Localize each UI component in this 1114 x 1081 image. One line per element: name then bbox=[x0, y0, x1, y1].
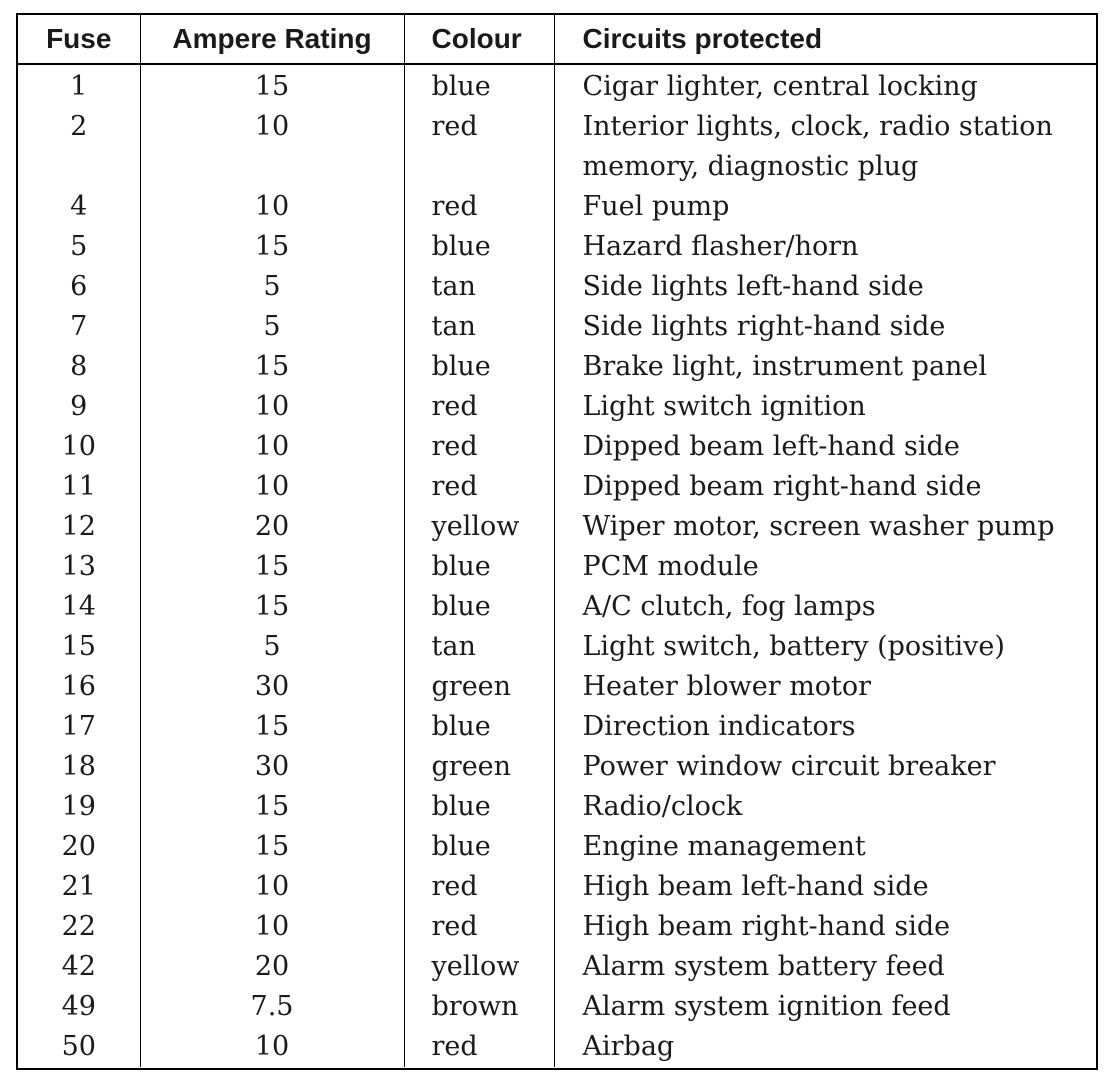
circuits-protected-cell: Dipped beam right-hand side bbox=[582, 471, 982, 502]
circuits-protected-cell: Interior lights, clock, radio station memory, diagnostic plug bbox=[582, 111, 1053, 182]
table-row bbox=[18, 987, 1096, 1027]
fuse-number-cell: 2 bbox=[18, 107, 140, 187]
table-row bbox=[18, 227, 1096, 267]
colour-cell: brown bbox=[404, 987, 554, 1027]
ampere-rating-cell: 7.5 bbox=[140, 987, 404, 1027]
fuse-number-cell: 1 bbox=[18, 64, 140, 107]
colour-cell: red bbox=[404, 387, 554, 427]
colour-cell: blue bbox=[404, 227, 554, 267]
table-body bbox=[18, 64, 1096, 1067]
fuse-number-cell: 21 bbox=[18, 867, 140, 907]
header-ampere-rating: Ampere Rating bbox=[140, 15, 404, 64]
colour-cell: blue bbox=[404, 64, 554, 107]
colour-cell: red bbox=[404, 867, 554, 907]
circuits-protected-cell: A/C clutch, fog lamps bbox=[582, 591, 876, 622]
colour-cell: blue bbox=[404, 827, 554, 867]
ampere-rating-cell: 15 bbox=[140, 227, 404, 267]
header-circuits-protected: Circuits protected bbox=[554, 15, 1096, 64]
circuits-protected-cell: Engine management bbox=[582, 831, 866, 862]
circuits-protected-cell: Power window circuit breaker bbox=[582, 751, 996, 782]
fuse-number-cell: 19 bbox=[18, 787, 140, 827]
circuits-protected-cell: High beam right-hand side bbox=[582, 911, 951, 942]
circuits-protected-cell: Alarm system ignition feed bbox=[582, 991, 951, 1022]
fuse-number-cell: 10 bbox=[18, 427, 140, 467]
ampere-rating-cell: 5 bbox=[140, 267, 404, 307]
table-row bbox=[18, 507, 1096, 547]
table-row bbox=[18, 907, 1096, 947]
table-row bbox=[18, 667, 1096, 707]
table-row bbox=[18, 64, 1096, 107]
ampere-rating-cell: 15 bbox=[140, 587, 404, 627]
ampere-rating-cell: 10 bbox=[140, 907, 404, 947]
ampere-rating-cell: 10 bbox=[140, 467, 404, 507]
ampere-rating-cell: 20 bbox=[140, 947, 404, 987]
colour-cell: yellow bbox=[404, 507, 554, 547]
circuits-protected-cell: Airbag bbox=[582, 1031, 675, 1062]
colour-cell: green bbox=[404, 747, 554, 787]
fuse-number-cell: 13 bbox=[18, 547, 140, 587]
header-colour: Colour bbox=[404, 15, 554, 64]
fuse-number-cell: 4 bbox=[18, 187, 140, 227]
ampere-rating-cell: 30 bbox=[140, 667, 404, 707]
ampere-rating-cell: 5 bbox=[140, 627, 404, 667]
fuse-number-cell: 6 bbox=[18, 267, 140, 307]
ampere-rating-cell: 30 bbox=[140, 747, 404, 787]
colour-cell: green bbox=[404, 667, 554, 707]
fuse-number-cell: 8 bbox=[18, 347, 140, 387]
table-row bbox=[18, 427, 1096, 467]
table-row bbox=[18, 307, 1096, 347]
circuits-protected-cell: Hazard flasher/horn bbox=[582, 231, 859, 262]
colour-cell: yellow bbox=[404, 947, 554, 987]
colour-cell: blue bbox=[404, 787, 554, 827]
colour-cell: red bbox=[404, 427, 554, 467]
table-row bbox=[18, 387, 1096, 427]
table-row bbox=[18, 947, 1096, 987]
colour-cell: blue bbox=[404, 547, 554, 587]
fuse-number-cell: 7 bbox=[18, 307, 140, 347]
fuse-number-cell: 15 bbox=[18, 627, 140, 667]
circuits-protected-cell: Light switch ignition bbox=[582, 391, 866, 422]
fuse-number-cell: 9 bbox=[18, 387, 140, 427]
table-row bbox=[18, 747, 1096, 787]
circuits-protected-cell: Dipped beam left-hand side bbox=[582, 431, 960, 462]
header-fuse: Fuse bbox=[18, 15, 140, 64]
circuits-protected-cell: Fuel pump bbox=[582, 191, 730, 222]
fuse-number-cell: 50 bbox=[18, 1027, 140, 1067]
table-row bbox=[18, 1027, 1096, 1067]
table-row bbox=[18, 347, 1096, 387]
table-header-row bbox=[18, 15, 1096, 64]
circuits-protected-cell: Brake light, instrument panel bbox=[582, 351, 988, 382]
fuse-number-cell: 20 bbox=[18, 827, 140, 867]
fuse-number-cell: 17 bbox=[18, 707, 140, 747]
colour-cell: red bbox=[404, 187, 554, 227]
colour-cell: red bbox=[404, 1027, 554, 1067]
table-row bbox=[18, 867, 1096, 907]
ampere-rating-cell: 10 bbox=[140, 387, 404, 427]
ampere-rating-cell: 10 bbox=[140, 867, 404, 907]
ampere-rating-cell: 15 bbox=[140, 707, 404, 747]
circuits-protected-cell: Heater blower motor bbox=[582, 671, 872, 702]
colour-cell: tan bbox=[404, 267, 554, 307]
ampere-rating-cell: 20 bbox=[140, 507, 404, 547]
ampere-rating-cell: 10 bbox=[140, 107, 404, 187]
ampere-rating-cell: 15 bbox=[140, 787, 404, 827]
fuse-number-cell: 42 bbox=[18, 947, 140, 987]
circuits-protected-cell: Radio/clock bbox=[582, 791, 743, 822]
colour-cell: blue bbox=[404, 587, 554, 627]
table-row bbox=[18, 627, 1096, 667]
circuits-protected-cell: Side lights right-hand side bbox=[582, 311, 946, 342]
fuse-number-cell: 49 bbox=[18, 987, 140, 1027]
table-row bbox=[18, 707, 1096, 747]
ampere-rating-cell: 10 bbox=[140, 187, 404, 227]
table-row bbox=[18, 787, 1096, 827]
fuse-number-cell: 22 bbox=[18, 907, 140, 947]
ampere-rating-cell: 10 bbox=[140, 427, 404, 467]
circuits-protected-cell: Alarm system battery feed bbox=[582, 951, 945, 982]
ampere-rating-cell: 15 bbox=[140, 827, 404, 867]
ampere-rating-cell: 10 bbox=[140, 1027, 404, 1067]
fuse-number-cell: 14 bbox=[18, 587, 140, 627]
fuse-number-cell: 12 bbox=[18, 507, 140, 547]
table-row bbox=[18, 547, 1096, 587]
ampere-rating-cell: 15 bbox=[140, 64, 404, 107]
circuits-protected-cell: High beam left-hand side bbox=[582, 871, 929, 902]
colour-cell: blue bbox=[404, 707, 554, 747]
colour-cell: tan bbox=[404, 627, 554, 667]
colour-cell: red bbox=[404, 467, 554, 507]
colour-cell: red bbox=[404, 907, 554, 947]
ampere-rating-cell: 15 bbox=[140, 547, 404, 587]
ampere-rating-cell: 5 bbox=[140, 307, 404, 347]
circuits-protected-cell: Wiper motor, screen washer pump bbox=[582, 511, 1055, 542]
fuse-number-cell: 16 bbox=[18, 667, 140, 707]
table-row bbox=[18, 187, 1096, 227]
circuits-protected-cell: Light switch, battery (positive) bbox=[582, 631, 1005, 662]
fuse-table bbox=[18, 15, 1096, 1067]
circuits-protected-cell: Side lights left-hand side bbox=[582, 271, 924, 302]
fuse-number-cell: 5 bbox=[18, 227, 140, 267]
colour-cell: tan bbox=[404, 307, 554, 347]
fuse-table-container bbox=[16, 13, 1098, 1070]
ampere-rating-cell: 15 bbox=[140, 347, 404, 387]
table-row bbox=[18, 467, 1096, 507]
table-row bbox=[18, 107, 1096, 187]
table-row bbox=[18, 267, 1096, 307]
colour-cell: red bbox=[404, 107, 554, 187]
colour-cell: blue bbox=[404, 347, 554, 387]
fuse-number-cell: 18 bbox=[18, 747, 140, 787]
circuits-protected-cell: PCM module bbox=[582, 551, 759, 582]
table-row bbox=[18, 587, 1096, 627]
circuits-protected-cell: Direction indicators bbox=[582, 711, 856, 742]
table-row bbox=[18, 827, 1096, 867]
fuse-number-cell: 11 bbox=[18, 467, 140, 507]
circuits-protected-cell: Cigar lighter, central locking bbox=[582, 71, 978, 102]
